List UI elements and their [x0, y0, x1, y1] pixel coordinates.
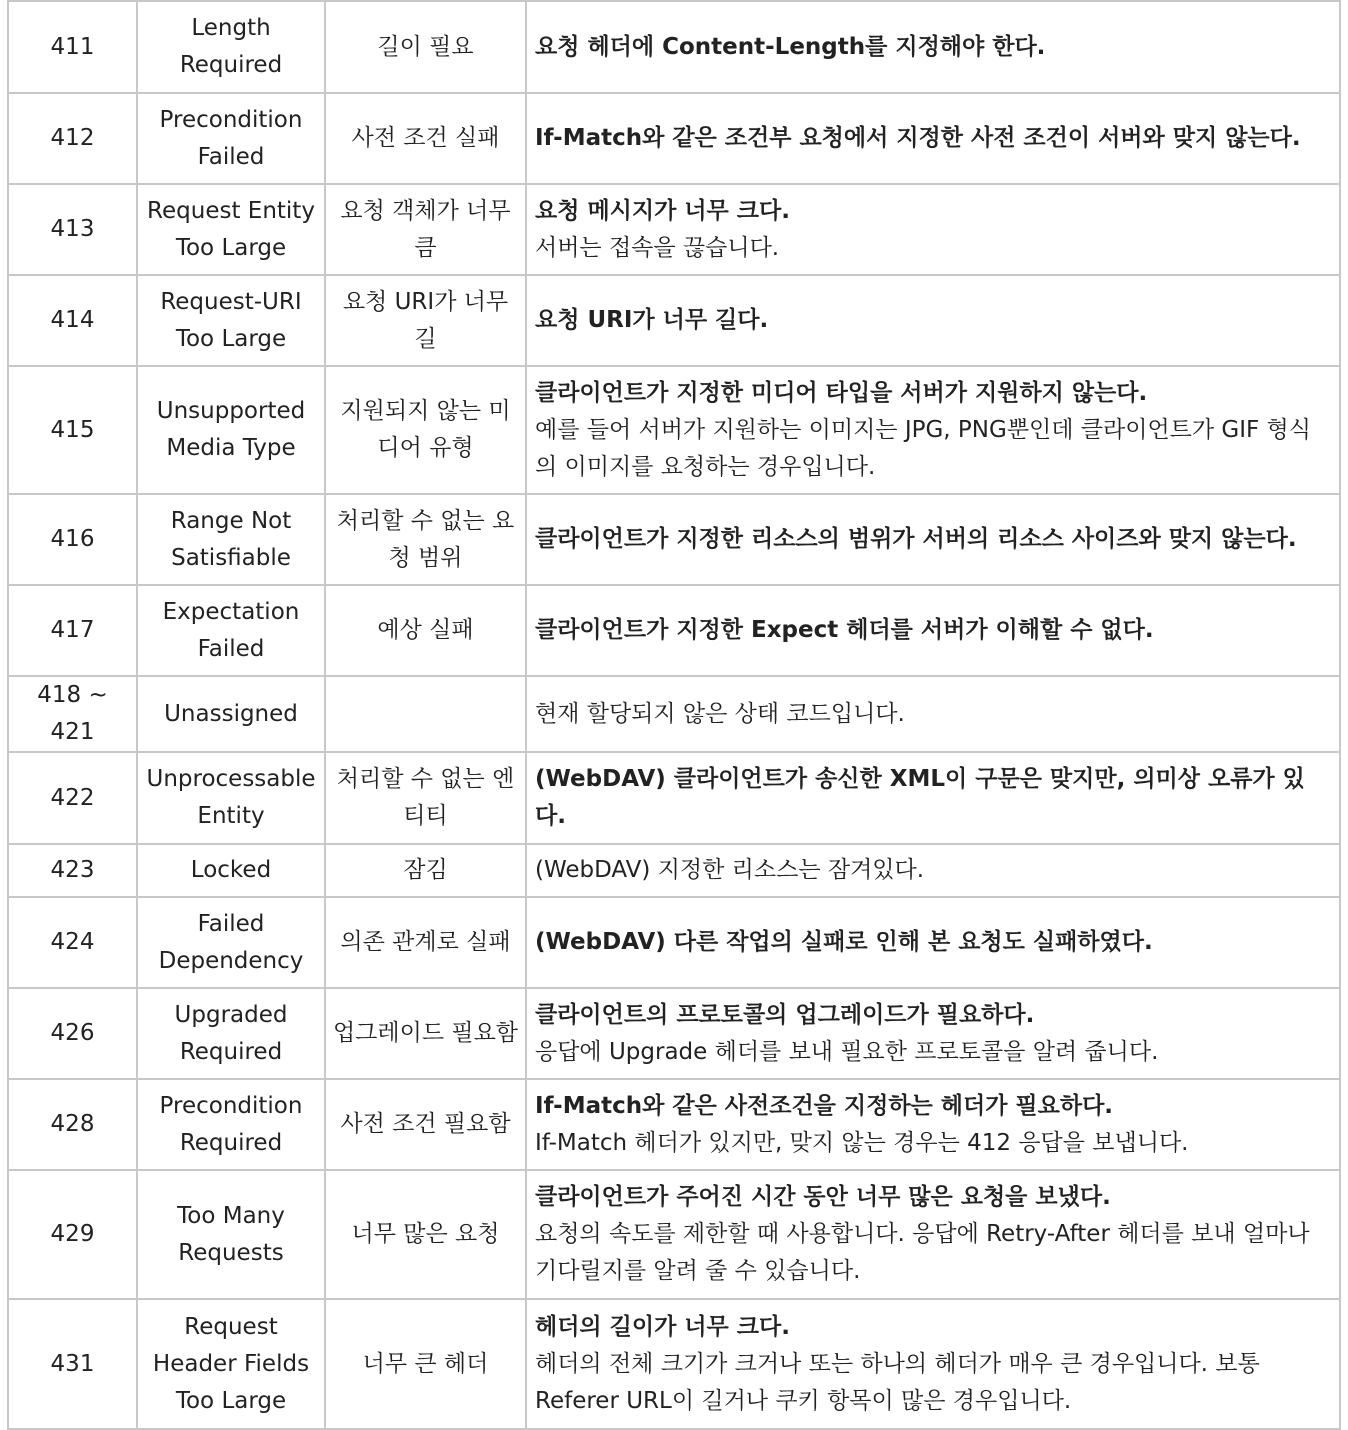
- description-cell: [526, 1, 1340, 93]
- korean-name-cell: 지원되지 않는 미디어 유형: [325, 366, 526, 494]
- description-main: If-Match와 같은 조건부 요청에서 지정한 사전 조건이 서버와 맞지 않는다.: [535, 125, 1301, 151]
- description-main: 클라이언트의 프로토콜의 업그레이드가 필요하다.: [535, 1001, 1035, 1028]
- english-name-cell: Locked: [137, 844, 325, 897]
- status-code-cell: 417: [8, 585, 137, 676]
- description-main: 클라이언트가 지정한 Expect 헤더를 서버가 이해할 수 없다.: [535, 617, 1154, 643]
- korean-name-cell: 길이 필요: [325, 1, 526, 93]
- english-name-cell: Request Header Fields Too Large: [137, 1299, 325, 1429]
- table-row: [8, 275, 1340, 366]
- status-code-cell: 412: [8, 93, 137, 184]
- description-main: (WebDAV) 다른 작업의 실패로 인해 본 요청도 실패하였다.: [535, 929, 1153, 955]
- description-cell: [526, 93, 1340, 184]
- korean-name-cell: 처리할 수 없는 요청 범위: [325, 494, 526, 585]
- description-cell: [526, 1170, 1340, 1299]
- description-sub: 헤더의 전체 크기가 크거나 또는 하나의 헤더가 매우 큰 경우입니다. 보통 Referer URL이 길거나 쿠키 항목이 많은 경우입니다.: [535, 1350, 1260, 1414]
- korean-name-cell: 너무 많은 요청: [325, 1170, 526, 1299]
- english-name-cell: Range Not Satisfiable: [137, 494, 325, 585]
- status-code-cell: 426: [8, 988, 137, 1079]
- description-cell: [526, 494, 1340, 585]
- status-code-cell: 422: [8, 752, 137, 844]
- description-main: 요청 메시지가 너무 크다.: [535, 197, 790, 224]
- description-cell: [526, 844, 1340, 897]
- korean-name-cell: 사전 조건 실패: [325, 93, 526, 184]
- status-code-cell: 423: [8, 844, 137, 897]
- description-cell: [526, 897, 1340, 988]
- table-row: [8, 1, 1340, 93]
- table-row: [8, 585, 1340, 676]
- description-cell: [526, 585, 1340, 676]
- table-row: [8, 93, 1340, 184]
- korean-name-cell: 잠김: [325, 844, 526, 897]
- description-main: (WebDAV) 클라이언트가 송신한 XML이 구문은 맞지만, 의미상 오류가 있다.: [535, 766, 1305, 829]
- table-row: [8, 988, 1340, 1079]
- description-main: (WebDAV) 지정한 리소스는 잠겨있다.: [535, 857, 925, 883]
- table-row: [8, 844, 1340, 897]
- description-sub: 서버는 접속을 끊습니다.: [535, 234, 780, 261]
- english-name-cell: Request Entity Too Large: [137, 184, 325, 275]
- english-name-cell: Too Many Requests: [137, 1170, 325, 1299]
- table-row: [8, 676, 1340, 752]
- english-name-cell: Unsupported Media Type: [137, 366, 325, 494]
- english-name-cell: Failed Dependency: [137, 897, 325, 988]
- korean-name-cell: 의존 관계로 실패: [325, 897, 526, 988]
- description-sub: 응답에 Upgrade 헤더를 보내 필요한 프로토콜을 알려 줍니다.: [535, 1038, 1159, 1065]
- table-row: [8, 752, 1340, 844]
- english-name-cell: Request-URI Too Large: [137, 275, 325, 366]
- status-code-table: [7, 0, 1341, 1430]
- description-main: 현재 할당되지 않은 상태 코드입니다.: [535, 700, 905, 727]
- description-main: 클라이언트가 지정한 미디어 타입을 서버가 지원하지 않는다.: [535, 379, 1148, 406]
- status-code-cell: 414: [8, 275, 137, 366]
- status-code-cell: 416: [8, 494, 137, 585]
- korean-name-cell: 너무 큰 헤더: [325, 1299, 526, 1429]
- description-cell: [526, 184, 1340, 275]
- english-name-cell: Precondition Failed: [137, 93, 325, 184]
- description-main: 요청 URI가 너무 길다.: [535, 307, 769, 333]
- status-code-cell: 413: [8, 184, 137, 275]
- description-main: 요청 헤더에 Content-Length를 지정해야 한다.: [535, 33, 1046, 60]
- table-row: [8, 366, 1340, 494]
- description-sub: 예를 들어 서버가 지원하는 이미지는 JPG, PNG뿐인데 클라이언트가 GIF 형식의 이미지를 요청하는 경우입니다.: [535, 416, 1311, 480]
- korean-name-cell: 요청 객체가 너무 큼: [325, 184, 526, 275]
- status-code-cell: 415: [8, 366, 137, 494]
- table-row: [8, 1170, 1340, 1299]
- english-name-cell: Upgraded Required: [137, 988, 325, 1079]
- description-main: 클라이언트가 주어진 시간 동안 너무 많은 요청을 보냈다.: [535, 1184, 1111, 1210]
- description-main: If-Match와 같은 사전조건을 지정하는 헤더가 필요하다.: [535, 1092, 1114, 1119]
- korean-name-cell: 예상 실패: [325, 585, 526, 676]
- description-cell: [526, 1079, 1340, 1170]
- description-cell: [526, 366, 1340, 494]
- description-cell: [526, 676, 1340, 752]
- english-name-cell: Unprocessable Entity: [137, 752, 325, 844]
- description-sub: If-Match 헤더가 있지만, 맞지 않는 경우는 412 응답을 보냅니다.: [535, 1129, 1189, 1156]
- status-code-cell: 418 ~ 421: [8, 676, 137, 752]
- korean-name-cell: 처리할 수 없는 엔티티: [325, 752, 526, 844]
- status-code-cell: 424: [8, 897, 137, 988]
- description-sub: 요청의 속도를 제한할 때 사용합니다. 응답에 Retry-After 헤더를 보내 얼마나 기다릴지를 알려 줄 수 있습니다.: [535, 1221, 1310, 1284]
- table-row: [8, 1079, 1340, 1170]
- korean-name-cell: 업그레이드 필요함: [325, 988, 526, 1079]
- english-name-cell: Length Required: [137, 1, 325, 93]
- description-main: 클라이언트가 지정한 리소스의 범위가 서버의 리소스 사이즈와 맞지 않는다.: [535, 526, 1297, 552]
- english-name-cell: Precondition Required: [137, 1079, 325, 1170]
- status-code-cell: 411: [8, 1, 137, 93]
- korean-name-cell: 요청 URI가 너무 길: [325, 275, 526, 366]
- description-cell: [526, 752, 1340, 844]
- korean-name-cell: 사전 조건 필요함: [325, 1079, 526, 1170]
- table-row: [8, 897, 1340, 988]
- status-code-cell: 429: [8, 1170, 137, 1299]
- status-code-cell: 428: [8, 1079, 137, 1170]
- description-main: 헤더의 길이가 너무 크다.: [535, 1313, 790, 1340]
- korean-name-cell: [325, 676, 526, 752]
- description-cell: [526, 988, 1340, 1079]
- table-row: [8, 494, 1340, 585]
- table-row: [8, 184, 1340, 275]
- english-name-cell: Expectation Failed: [137, 585, 325, 676]
- description-cell: [526, 275, 1340, 366]
- status-code-cell: 431: [8, 1299, 137, 1429]
- english-name-cell: Unassigned: [137, 676, 325, 752]
